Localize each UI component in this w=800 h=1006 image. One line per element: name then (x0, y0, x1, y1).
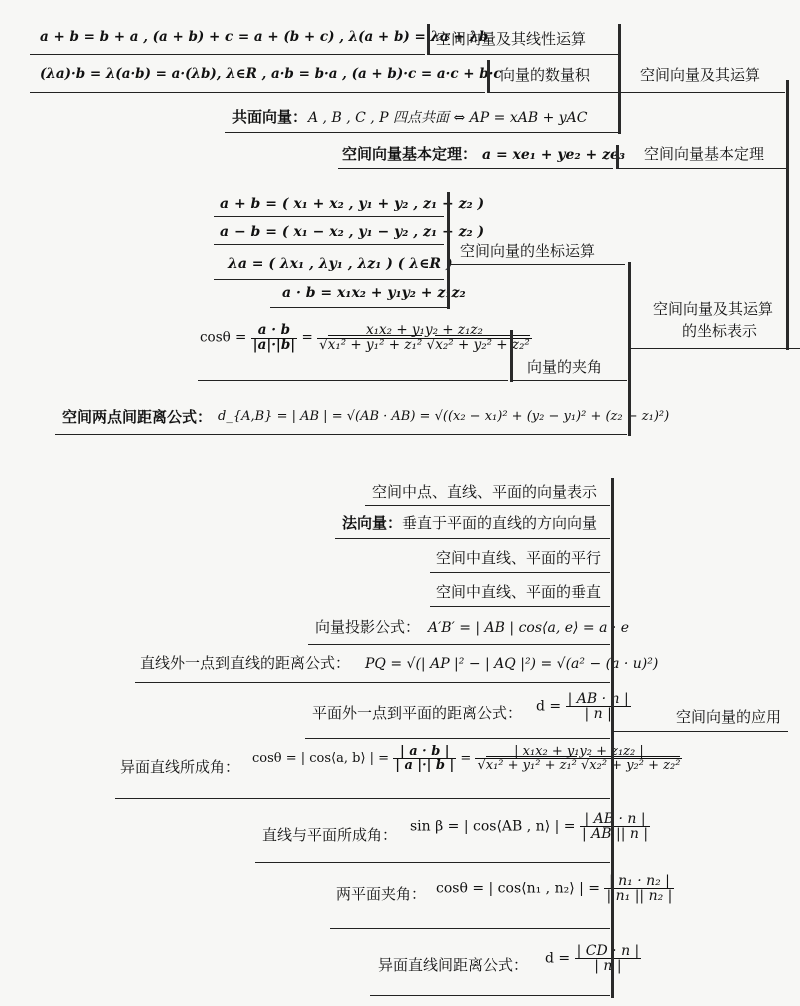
plane-angle-prefix: 两平面夹角： (336, 885, 427, 903)
coord-op-add: a + b = ( x₁ + x₂ , y₁ + y₂ , z₁ + z₂ ) (220, 196, 485, 212)
distance-prefix: 空间两点间距离公式： (62, 408, 213, 426)
bracket-bar-main (618, 24, 621, 134)
vector-operations-branch-label: 空间向量及其运算 (640, 66, 761, 84)
divider (630, 348, 800, 349)
divider (338, 168, 613, 169)
coord-ops-label: 空间向量的坐标运算 (460, 242, 596, 260)
plane-angle-numerator: | n₁ · n₂ | (604, 874, 674, 889)
point-line-prefix: 直线外一点到直线的距离公式： (140, 654, 351, 672)
line-plane-angle-fraction (580, 812, 650, 841)
skew-angle-numerator: | a · b | (393, 745, 456, 759)
line-plane-angle-lhs: sin β = | cos⟨AB , n⟩ | = (410, 818, 576, 835)
skew-distance-prefix: 异面直线间距离公式： (378, 956, 529, 974)
divider (305, 738, 610, 739)
midpoint-representation: 空间中点、直线、平面的向量表示 (372, 483, 598, 501)
point-plane-numerator: | AB · n | (567, 691, 629, 707)
angle-label: 向量的夹角 (527, 358, 603, 376)
skew-angle-fraction-coordinates (475, 745, 682, 772)
divider (270, 307, 448, 308)
normal-vector-row (342, 516, 597, 531)
divider (308, 644, 610, 645)
skew-angle-denominator: | a |·| b | (395, 758, 455, 773)
angle-fraction-coordinates (317, 324, 532, 352)
divider (430, 606, 610, 607)
point-plane-formula (536, 692, 631, 721)
divider (198, 380, 508, 381)
normal-vector-text: 垂直于平面的直线的方向向量 (402, 514, 598, 532)
bracket-bar (616, 145, 619, 169)
linear-ops-label: 空间向量及其线性运算 (436, 30, 587, 48)
sqrt-term-b: x₂² + y₂² + z₂² (589, 758, 681, 773)
sqrt-term-a: x₁² + y₁² + z₁² (485, 758, 577, 773)
basic-theorem-prefix: 空间向量基本定理： (342, 145, 478, 163)
plane-angle-lhs: cosθ = | cos⟨n₁ , n₂⟩ | = (436, 880, 601, 897)
coplanar-prefix: 共面向量： (232, 108, 308, 126)
point-plane-lhs: d = (536, 698, 562, 715)
plane-angle-denominator: | n₁ || n₂ | (606, 888, 673, 904)
divider (30, 54, 425, 55)
divider (620, 92, 785, 93)
divider (135, 682, 610, 683)
skew-angle-lhs: cosθ = | cos⟨a, b⟩ | = (252, 751, 390, 766)
divider (488, 92, 618, 93)
equals-sign: = (460, 751, 472, 766)
sqrt-term-b: x₂² + y₂² + z₂² (435, 336, 530, 353)
divider (115, 798, 610, 799)
angle-lhs: cosθ = (200, 329, 247, 346)
coord-op-subtract: a − b = ( x₁ − x₂ , y₁ − y₂ , z₁ − z₂ ) (220, 224, 485, 240)
divider (335, 538, 610, 539)
line-plane-angle-numerator: | AB · n | (580, 812, 650, 827)
perpendicular-row: 空间中直线、平面的垂直 (436, 583, 602, 601)
skew-angle-coord-denominator: √x₁² + y₁² + z₁² √x₂² + y₂² + z₂² (477, 758, 681, 773)
skew-angle-formula (252, 745, 682, 772)
divider (430, 572, 610, 573)
bracket-bar (447, 192, 450, 309)
angle-fraction-vector (251, 324, 298, 352)
divider (225, 132, 618, 133)
plane-angle-fraction (604, 874, 674, 903)
skew-distance-formula (545, 944, 641, 973)
point-line-formula: PQ = √(| AP |² − | AQ |²) = √(a² − (a · u)²) (365, 656, 659, 672)
bracket-bar (487, 60, 490, 93)
divider (450, 264, 625, 265)
equals-sign: = (301, 329, 313, 346)
divider (330, 928, 610, 929)
divider (428, 54, 618, 55)
basic-theorem-formula: a = xe₁ + ye₂ + ze₃ (482, 147, 626, 163)
skew-distance-numerator: | CD · n | (576, 943, 640, 959)
angle-denominator: |a|·|b| (252, 336, 296, 353)
distance-formula: d_{A,B} = | AB | = √(AB · AB) = √((x₂ − x₁)² + (y₂ − y₁)² + (z₂ − z₁)²) (218, 409, 670, 424)
skew-distance-denominator: | n | (594, 958, 622, 974)
skew-angle-coord-numerator: | x₁x₂ + y₁y₂ + z₁z₂ | (475, 745, 682, 759)
point-plane-prefix: 平面外一点到平面的距离公式： (312, 704, 523, 722)
dot-product-label: 向量的数量积 (500, 66, 591, 84)
normal-vector-prefix: 法向量： (342, 514, 403, 532)
coord-op-scalar: λa = ( λx₁ , λy₁ , λz₁ ) ( λ∈R ) (228, 256, 453, 272)
angle-coord-denominator: √x₁² + y₁² + z₁² √x₂² + y₂² + z₂² (319, 336, 530, 353)
bracket-bar (427, 24, 430, 55)
bracket-bar-main (628, 262, 631, 436)
angle-coord-numerator: x₁x₂ + y₁y₂ + z₁z₂ (317, 324, 532, 339)
divider (214, 216, 444, 217)
bracket-bar-main (611, 478, 614, 998)
applications-branch-label: 空间向量的应用 (676, 708, 782, 726)
plane-angle-formula (436, 874, 674, 903)
divider (255, 862, 610, 863)
divider (30, 92, 485, 93)
divider (370, 995, 610, 996)
line-plane-angle-prefix: 直线与平面所成角： (262, 826, 398, 844)
divider (214, 279, 444, 280)
projection-prefix: 向量投影公式： (315, 618, 421, 636)
coord-op-dot: a · b = x₁x₂ + y₁y₂ + z₁z₂ (282, 285, 466, 301)
parallel-row: 空间中直线、平面的平行 (436, 549, 602, 567)
coplanar-formula: A , B , C , P 四点共面 ⇔ AP = xAB + yAC (308, 110, 588, 126)
angle-numerator: a · b (251, 324, 298, 339)
coordinate-branch-label-line1: 空间向量及其运算 (653, 300, 774, 318)
projection-formula: A′B′ = | AB | cos⟨a, e⟩ = a · e (428, 620, 630, 636)
linear-ops-formula: a + b = b + a , (a + b) + c = a + (b + c) , λ(a + b) = λa + λb (40, 29, 489, 45)
divider (214, 244, 444, 245)
sqrt-term-a: x₁² + y₁² + z₁² (327, 336, 423, 353)
divider (512, 380, 627, 381)
bracket-bar (510, 330, 513, 382)
dot-product-formula: (λa)·b = λ(a·b) = a·(λb), λ∈R , a·b = b·a , (a + b)·c = a·c + b·c (40, 66, 502, 82)
divider (55, 434, 627, 435)
divider (618, 168, 786, 169)
line-plane-angle-formula (410, 812, 650, 841)
point-plane-fraction (566, 692, 631, 721)
bracket-bar-outer (786, 80, 789, 350)
basic-theorem-label: 空间向量基本定理 (644, 145, 765, 163)
divider (613, 731, 788, 732)
divider (365, 505, 610, 506)
coordinate-branch-label-line2: 的坐标表示 (682, 322, 758, 340)
skew-angle-prefix: 异面直线所成角： (120, 758, 241, 776)
skew-distance-fraction (575, 944, 642, 973)
point-plane-denominator: | n | (584, 706, 612, 722)
line-plane-angle-denominator: | AB || n | (581, 826, 649, 842)
skew-angle-fraction-vector (393, 745, 456, 772)
skew-distance-lhs: d = (545, 950, 571, 967)
angle-formula (200, 324, 532, 352)
